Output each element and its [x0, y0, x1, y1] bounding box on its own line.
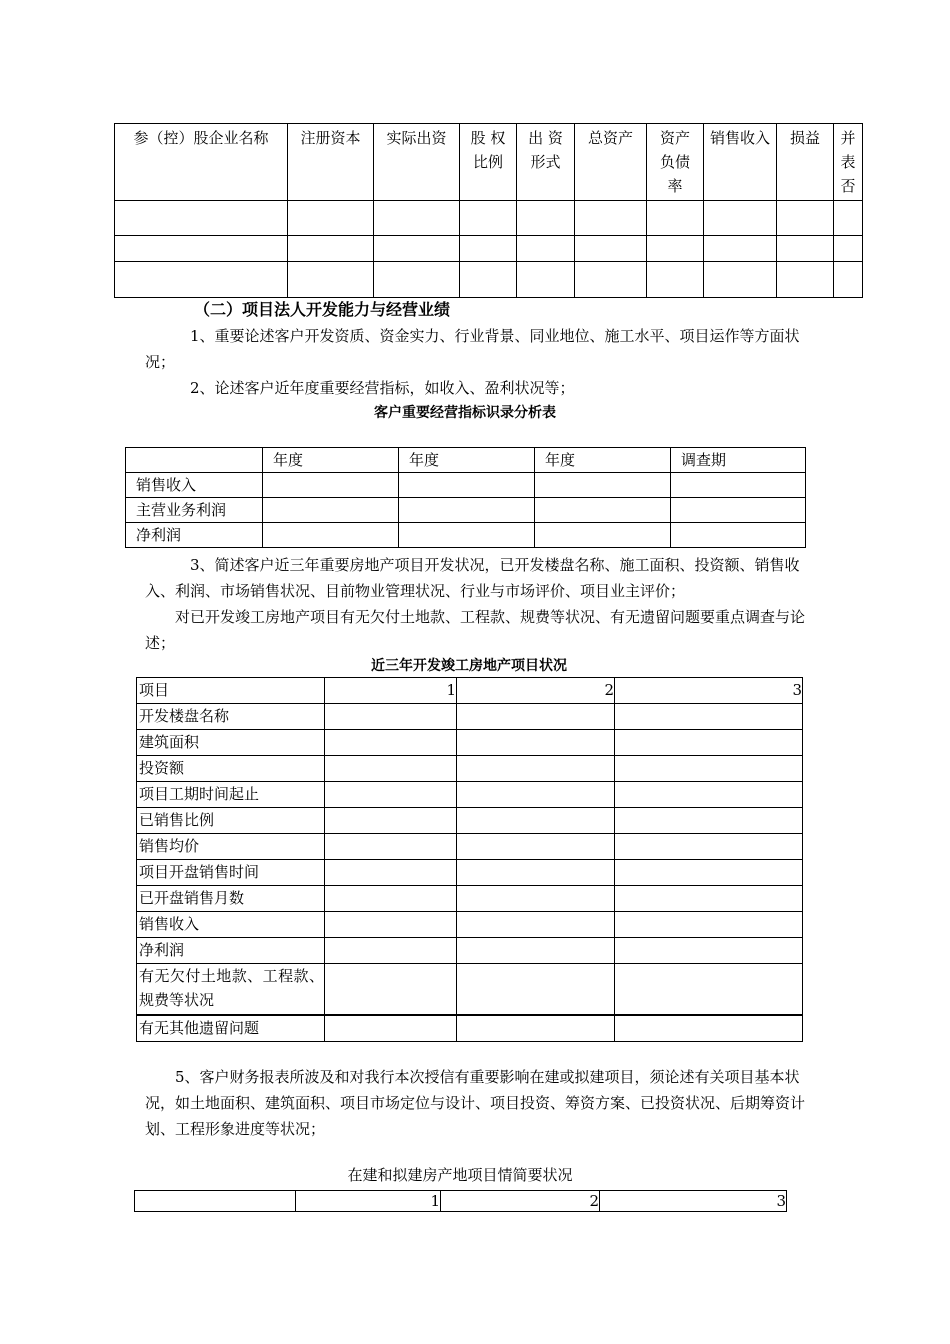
table-header-row	[115, 124, 863, 201]
col-survey-period: 调查期	[671, 448, 806, 473]
col-profit-loss: 损益	[777, 124, 834, 201]
paragraph-3: 3、简述客户近三年重要房地产项目开发状况，已开发楼盘名称、施工面积、投资额、销售收入、利润、市场销售状况、目前物业管理状况、行业与市场评价、项目业主评价；	[145, 556, 800, 600]
section-heading: （二）项目法人开发能力与经营业绩	[194, 300, 451, 319]
paragraph-1: 1、重要论述客户开发资质、资金实力、行业背景、同业地位、施工水平、项目运作等方面状况；	[145, 327, 800, 371]
table-row: 已开盘销售月数	[137, 886, 803, 912]
col-total-assets: 总资产	[575, 124, 647, 201]
table-row: 主营业务利润	[126, 498, 806, 523]
table-row: 项目开盘销售时间	[137, 860, 803, 886]
table-row: 净利润	[126, 523, 806, 548]
col-year-3: 年度	[535, 448, 671, 473]
table2-caption: 客户重要经营指标识录分析表	[374, 405, 556, 421]
table-header-row	[126, 448, 806, 473]
table3-caption: 近三年开发竣工房地产项目状况	[371, 658, 567, 674]
table-row	[115, 262, 863, 298]
paragraph-2: 2、论述客户近年度重要经营指标，如收入、盈利状况等；	[190, 379, 575, 397]
col-company-name: 参（控）股企业名称	[115, 124, 288, 201]
table-header-row: 1 2 3	[135, 1191, 787, 1212]
col-debt-ratio: 资产 负债 率	[647, 124, 704, 201]
col-registered-capital: 注册资本	[288, 124, 374, 201]
table-row: 已销售比例	[137, 808, 803, 834]
paragraph-4: 对已开发竣工房地产项目有无欠付土地款、工程款、规费等状况、有无遗留问题要重点调查与论述；	[145, 608, 806, 652]
table-row: 建筑面积	[137, 730, 803, 756]
table-row	[115, 236, 863, 262]
table-row: 销售收入	[137, 912, 803, 938]
planned-projects-table	[134, 1190, 787, 1212]
paragraph-5: 5、客户财务报表所波及和对我行本次授信有重要影响在建或拟建项目，须论述有关项目基本状况，如土地面积、建筑面积、项目市场定位与设计、项目投资、筹资方案、已投资状况、后期筹资计划、工程形象进度等状况；	[145, 1068, 806, 1138]
holding-companies-table	[114, 123, 863, 298]
operating-indicators-table	[125, 447, 806, 548]
table-row: 净利润	[137, 938, 803, 964]
col-contribution-form: 出 资 形式	[517, 124, 575, 201]
table-row: 投资额	[137, 756, 803, 782]
table-row: 有无其他遗留问题	[137, 1015, 803, 1042]
col-year-2: 年度	[399, 448, 535, 473]
table-row	[115, 201, 863, 236]
col-consolidated: 并表否	[834, 124, 863, 201]
col-sales-revenue: 销售收入	[704, 124, 777, 201]
table-row: 销售收入	[126, 473, 806, 498]
completed-projects-table	[136, 677, 803, 1042]
col-year-1: 年度	[263, 448, 399, 473]
table-header-row: 项目 1 2 3	[137, 678, 803, 704]
table-row: 销售均价	[137, 834, 803, 860]
table-row: 开发楼盘名称	[137, 704, 803, 730]
table-row: 项目工期时间起止	[137, 782, 803, 808]
table4-caption: 在建和拟建房产地项目情简要状况	[347, 1166, 573, 1184]
table-row: 有无欠付土地款、工程款、规费等状况	[137, 964, 803, 1016]
col-actual-contribution: 实际出资	[374, 124, 460, 201]
col-equity-ratio: 股 权 比例	[460, 124, 517, 201]
